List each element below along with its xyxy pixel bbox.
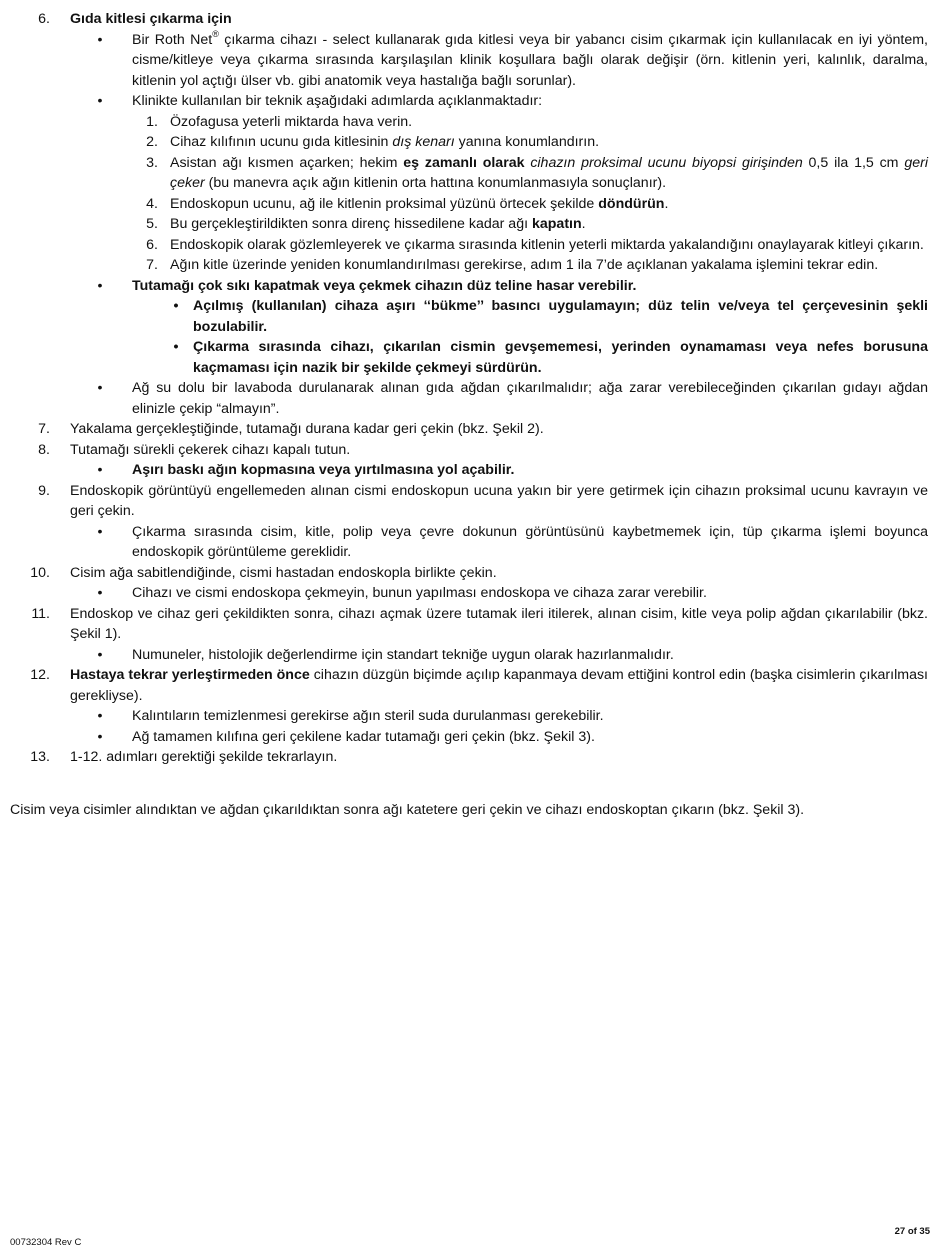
item-text: Tutamağı sürekli çekerek cihazı kapalı tutun.	[70, 441, 351, 458]
item-number: 4.	[146, 195, 158, 212]
item-number: 12.	[30, 667, 50, 683]
item-number: 8.	[38, 441, 50, 458]
item-number: 3.	[146, 154, 158, 171]
item-number: 9.	[38, 482, 50, 499]
bullet-marker: •	[97, 93, 103, 109]
bullet-item	[0, 337, 950, 378]
numbered-item	[0, 255, 950, 276]
item-text: Gıda kitlesi çıkarma için	[70, 11, 232, 27]
item-number: 2.	[146, 134, 158, 150]
numbered-item	[0, 747, 950, 768]
item-number: 5.	[146, 216, 158, 232]
item-text: Endoskopik görüntüyü engellemeden alınan cismi endoskopun ucuna yakın bir yere getirmek için cihazın proksimal ucunu kavrayın ve geri çekin.	[70, 482, 928, 519]
item-text: Aşırı baskı ağın kopmasına veya yırtılmasına yol açabilir.	[132, 462, 515, 478]
item-text: Hastaya tekrar yerleştirmeden önce cihazın düzgün biçimde açılıp kapanmaya devam ettiğini kontrol edin (başka cisimlerin çıkarılması gerekliyse).	[70, 667, 928, 704]
bullet-item	[0, 91, 950, 112]
item-number: 11.	[31, 605, 50, 622]
item-number: 10.	[30, 564, 50, 581]
bullet-marker: •	[97, 585, 103, 601]
item-text: Ağ tamamen kılıfına geri çekilene kadar tutamağı geri çekin (bkz. Şekil 3).	[132, 728, 595, 745]
item-text: Klinikte kullanılan bir teknik aşağıdaki adımlarda açıklanmaktadır:	[132, 93, 543, 109]
numbered-item	[0, 112, 950, 133]
footer-page-number: 27 of 35	[894, 1226, 930, 1237]
item-text: Özofagusa yeterli miktarda hava verin.	[170, 113, 413, 130]
item-text: Ağ su dolu bir lavaboda durulanarak alınan gıda ağdan çıkarılmalıdır; ağa zarar verebileceğinden çıkarılan gıdayı ağdan elinizle çekip “almayın”.	[132, 380, 928, 417]
item-text: Cisim ağa sabitlendiğinde, cismi hastadan endoskopla birlikte çekin.	[70, 564, 497, 581]
bullet-item	[0, 583, 950, 604]
bullet-item	[0, 276, 950, 297]
document-body	[0, 9, 950, 768]
bullet-marker: •	[97, 380, 103, 396]
item-number: 7.	[146, 257, 158, 273]
item-text: Endoskop ve cihaz geri çekildikten sonra, cihazı açmak üzere tutamak ileri itilerek, alınan cisim, kitle veya polip ağdan çıkarılabilir (bkz. Şekil 1).	[70, 605, 928, 642]
item-text: Numuneler, histolojik değerlendirme için standart tekniğe uygun olarak hazırlanmalıdır.	[132, 646, 674, 663]
bullet-marker: •	[97, 728, 103, 745]
bullet-marker: •	[173, 339, 179, 355]
bullet-marker: •	[173, 298, 179, 314]
item-text: Tutamağı çok sıkı kapatmak veya çekmek cihazın düz teline hasar verebilir.	[132, 277, 637, 294]
item-text: Bir Roth Net® çıkarma cihazı - select kullanarak gıda kitlesi veya bir yabancı cisim çıkarmak için kullanılacak en iyi yöntem, cisme/kitleye veya çıkarma sırasında karşılaşılan klinik koşullara bağlı olarak değişir (örn. kitlenin yeri, kalınlık, daralma, kitlenin yol açtığı ülser vb. gibi anatomik veya hastalığa bağlı sorunlar).	[132, 28, 928, 89]
numbered-item	[0, 563, 950, 584]
bullet-item	[0, 645, 950, 666]
item-number: 7.	[38, 421, 50, 437]
footer-doc-code: 00732304 Rev C	[10, 1237, 82, 1248]
bullet-marker: •	[97, 462, 103, 478]
numbered-item	[0, 9, 950, 30]
bullet-item	[0, 706, 950, 727]
numbered-item	[0, 235, 950, 256]
bullet-marker: •	[97, 31, 103, 48]
item-text: Çıkarma sırasında cihazı, çıkarılan cismin gevşememesi, yerinden oynamaması veya nefes borusuna kaçmaması için nazik bir şekilde çekmeyi sürdürün.	[193, 339, 928, 376]
closing-paragraph: Cisim veya cisimler alındıktan ve ağdan çıkarıldıktan sonra ağı katetere geri çekin ve cihazı endoskoptan çıkarın (bkz. Şekil 3).	[10, 802, 805, 818]
numbered-item	[0, 194, 950, 215]
bullet-item	[0, 378, 950, 419]
item-text: Cihazı ve cismi endoskopa çekmeyin, bunun yapılması endoskopa ve cihaza zarar verebilir.	[132, 585, 707, 601]
numbered-item	[0, 440, 950, 461]
bullet-item	[0, 460, 950, 481]
item-text: Asistan ağı kısmen açarken; hekim eş zamanlı olarak cihazın proksimal ucunu biyopsi girişinden 0,5 ila 1,5 cm geri çeker (bu manevra açık ağın kitlenin orta hattına konumlanmasıyla sonuçlanır).	[170, 154, 928, 191]
item-number: 6.	[38, 11, 50, 27]
item-text: Endoskopun ucunu, ağ ile kitlenin proksimal yüzünü örtecek şekilde döndürün.	[170, 195, 669, 212]
numbered-item	[0, 153, 950, 194]
numbered-item	[0, 665, 950, 706]
numbered-item	[0, 481, 950, 522]
bullet-item	[0, 522, 950, 563]
item-number: 6.	[146, 236, 158, 253]
item-text: Açılmış (kullanılan) cihaza aşırı ‘‘bükme’’ basıncı uygulamayın; düz telin ve/veya tel çerçevesinin şekli bozulabilir.	[193, 298, 928, 335]
bullet-marker: •	[97, 277, 103, 294]
bullet-marker: •	[97, 646, 103, 663]
bullet-item	[0, 296, 950, 337]
item-text: Çıkarma sırasında cisim, kitle, polip veya çevre dokunun görüntüsünü kaybetmemek için, tüp çıkarma işlemi boyunca endoskopik görüntüleme gereklidir.	[132, 523, 928, 560]
item-text: Bu gerçekleştirildikten sonra direnç hissedilene kadar ağı kapatın.	[170, 216, 586, 232]
bullet-item	[0, 30, 950, 92]
bullet-marker: •	[97, 708, 103, 724]
bullet-marker: •	[97, 523, 103, 540]
bullet-item	[0, 727, 950, 748]
item-text: Kalıntıların temizlenmesi gerekirse ağın steril suda durulanması gerekebilir.	[132, 708, 604, 724]
item-text: Endoskopik olarak gözlemleyerek ve çıkarma sırasında kitlenin yeterli miktarda yakalandığını onaylayarak kitleyi çıkarın.	[170, 236, 924, 253]
item-text: Ağın kitle üzerinde yeniden konumlandırılması gerekirse, adım 1 ila 7’de açıklanan yakalama işlemini tekrar edin.	[170, 257, 879, 273]
numbered-item	[0, 604, 950, 645]
numbered-item	[0, 132, 950, 153]
numbered-item	[0, 419, 950, 440]
item-text: Cihaz kılıfının ucunu gıda kitlesinin dış kenarı yanına konumlandırın.	[170, 134, 600, 150]
item-text: 1-12. adımları gerektiği şekilde tekrarlayın.	[70, 749, 338, 765]
item-number: 1.	[146, 113, 158, 130]
item-text: Yakalama gerçekleştiğinde, tutamağı durana kadar geri çekin (bkz. Şekil 2).	[70, 421, 544, 437]
numbered-item	[0, 214, 950, 235]
item-number: 13.	[30, 749, 50, 765]
